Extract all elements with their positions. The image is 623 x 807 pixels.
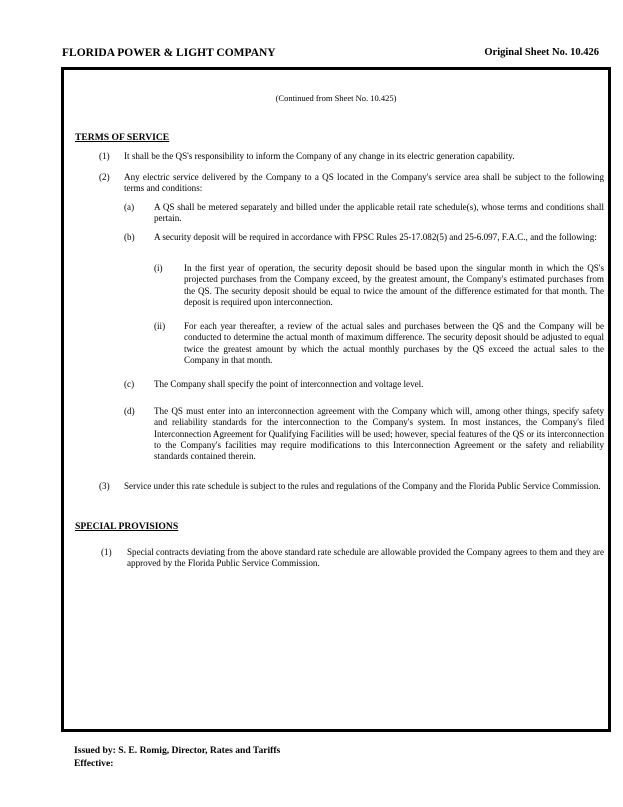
term-1-number: (1) [99,151,110,161]
company-name: FLORIDA POWER & LIGHT COMPANY [62,47,276,59]
special-provisions-title: SPECIAL PROVISIONS [75,521,179,532]
terms-of-service-title: TERMS OF SERVICE [75,132,170,143]
term-2b-text: A security deposit will be required in accordance with FPSC Rules 25-17.082(5) and 25-6.097, F.A.C., and the following: [154,232,597,242]
term-2d-text: The QS must enter into an interconnection agreement with the Company which will, among other things, specify safety and reliability standards for the interconnection to the Company's system. In most instances, the Company's filed Interconnection Agreement for Qualifying Facilities will be used; however, special features of the QS or its interconnection to the Company's facilities may require modifications to this Interconnection Agreement or the safety and reliability standards contained therein. [154,406,604,462]
special-1-number: (1) [101,547,112,557]
term-3-text: Service under this rate schedule is subject to the rules and regulations of the Company and the Florida Public Service Commission. [124,481,601,491]
term-2b-ii-text: For each year thereafter, a review of the actual sales and purchases between the QS and the Company will be conducted to determine the actual month of maximum difference. The security deposit should be adjusted to equal twice the greatest amount by which the actual monthly purchases by the QS exceed the actual sales to the Company in that month. [184,321,604,365]
effective-date: Effective: [74,758,114,769]
term-2-text: Any electric service delivered by the Company to a QS located in the Company's service area shall be subject to the following terms and conditions: [124,172,604,194]
term-2-number: (2) [99,172,110,182]
sheet-number: Original Sheet No. 10.426 [484,47,599,58]
issued-by: Issued by: S. E. Romig, Director, Rates and Tariffs [74,745,281,756]
term-2b-number: (b) [124,232,135,242]
continued-note: (Continued from Sheet No. 10.425) [275,93,397,103]
term-2a-number: (a) [124,202,135,212]
term-2c-text: The Company shall specify the point of interconnection and voltage level. [154,379,424,389]
term-2b-i-text: In the first year of operation, the security deposit should be based upon the singular month in which the QS's projected purchases from the Company exceed, by the greatest amount, the Company's estimated purchases from the QS. The security deposit should be equal to twice the amount of the difference estimated for that month. The deposit is required upon interconnection. [184,263,604,307]
term-2b-i-number: (i) [154,263,163,273]
special-1-text: Special contracts deviating from the above standard rate schedule are allowable provided the Company agrees to them and they are approved by the Florida Public Service Commission. [127,547,604,569]
term-2d-number: (d) [124,406,135,416]
term-2a-text: A QS shall be metered separately and billed under the applicable retail rate schedule(s), whose terms and conditions shall pertain. [154,202,604,224]
term-3-number: (3) [99,481,110,491]
term-1-text: It shall be the QS's responsibility to inform the Company of any change in its electric generation capability. [124,151,515,161]
tariff-sheet-frame [61,67,611,732]
term-2b-ii-number: (ii) [154,321,166,331]
term-2c-number: (c) [124,379,135,389]
